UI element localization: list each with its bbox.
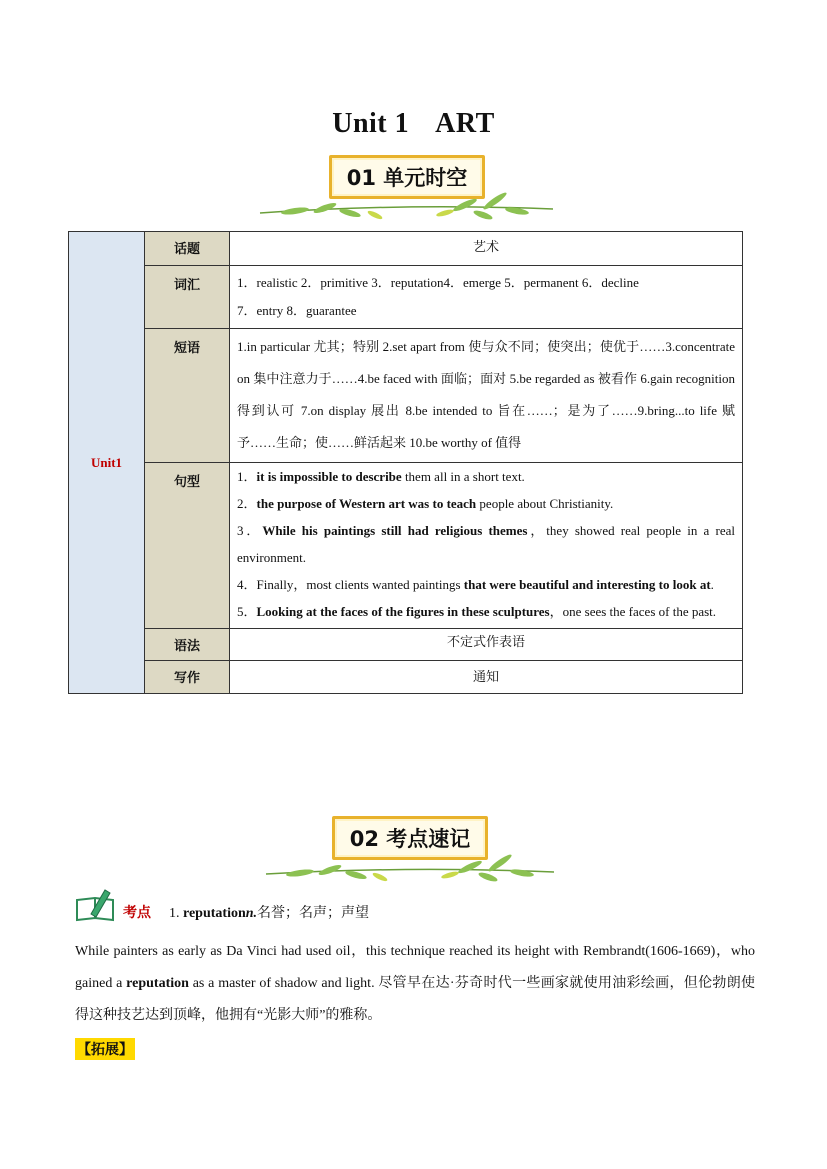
banner-number: 01 — [346, 166, 376, 190]
vocab-value — [230, 266, 743, 329]
banner-text: 考点速记 — [386, 827, 471, 851]
sentence-2: 2．the purpose of Western art was to teach people about Christianity. — [237, 496, 614, 511]
sentence-4: 4．Finally，most clients wanted paintings that were beautiful and interesting to look at. — [237, 577, 714, 592]
page-title — [0, 108, 827, 140]
sentences-value — [230, 463, 743, 629]
section-banner-01 — [255, 155, 555, 230]
topic-label: 话题 — [145, 232, 230, 266]
vocab-line-1: 1．realistic 2．primitive 3．reputation4．emerge 5．permanent 6．decline — [237, 275, 639, 290]
sentences-label: 句型 — [145, 463, 230, 629]
grammar-label: 语法 — [145, 629, 230, 661]
vocab-label: 词汇 — [145, 266, 230, 329]
sentence-1: 1．it is impossible to describe them all in a short text. — [237, 469, 525, 484]
banner-text: 单元时空 — [383, 166, 468, 190]
phrases-label: 短语 — [145, 329, 230, 463]
topic-value: 艺术 — [230, 232, 743, 266]
sentence-5: 5．Looking at the faces of the figures in these sculptures，one sees the faces of the past. — [237, 604, 717, 619]
grammar-value: 不定式作表语 — [230, 629, 743, 661]
banner-number: 02 — [349, 827, 379, 851]
leaf-decoration-icon — [255, 175, 555, 235]
kaodian-label: 考点 — [123, 905, 151, 921]
title-unit: Unit 1 — [332, 108, 410, 139]
vocab-line-2: 7．entry 8．guarantee — [237, 303, 357, 318]
kaodian-section — [75, 888, 765, 1060]
unit-cell: Unit1 — [69, 232, 145, 694]
writing-value: 通知 — [230, 661, 743, 694]
kaodian-entry: 1. reputationn.名誉；名声；声望 — [169, 906, 370, 921]
title-name: ART — [435, 108, 495, 139]
sentence-3: 3．While his paintings still had religious themes，they showed real people in a real environment. — [237, 523, 735, 565]
phrases-value: 1.in particular 尤其；特别 2.set apart from 使与众不同；使突出；使优于……3.concentrate on 集中注意力于……4.be faced with 面临；面对 5.be regarded as 被看作 6.gain recognition 得到认可 7.on display 展出 8.be intended to 旨在……；是为了……9.bring...to life 赋予……生命；使……鲜活起来 10.be worthy of 值得 — [230, 329, 743, 463]
extension-label: 【拓展】 — [75, 1038, 135, 1060]
book-pen-icon — [75, 888, 119, 922]
example-paragraph: While painters as early as Da Vinci had used oil，this technique reached its height with Rembrandt(1606-1669)，who gained a reputation as a master of shadow and light. 尽管早在达·芬奇时代一些画家就使用油彩绘画，但伦勃朗使得这种技艺达到顶峰，他拥有“光影大师”的雅称。 — [75, 944, 756, 1023]
unit-summary-table — [68, 231, 743, 694]
leaf-decoration-icon — [258, 836, 558, 896]
section-banner-02 — [258, 816, 558, 891]
writing-label: 写作 — [145, 661, 230, 694]
